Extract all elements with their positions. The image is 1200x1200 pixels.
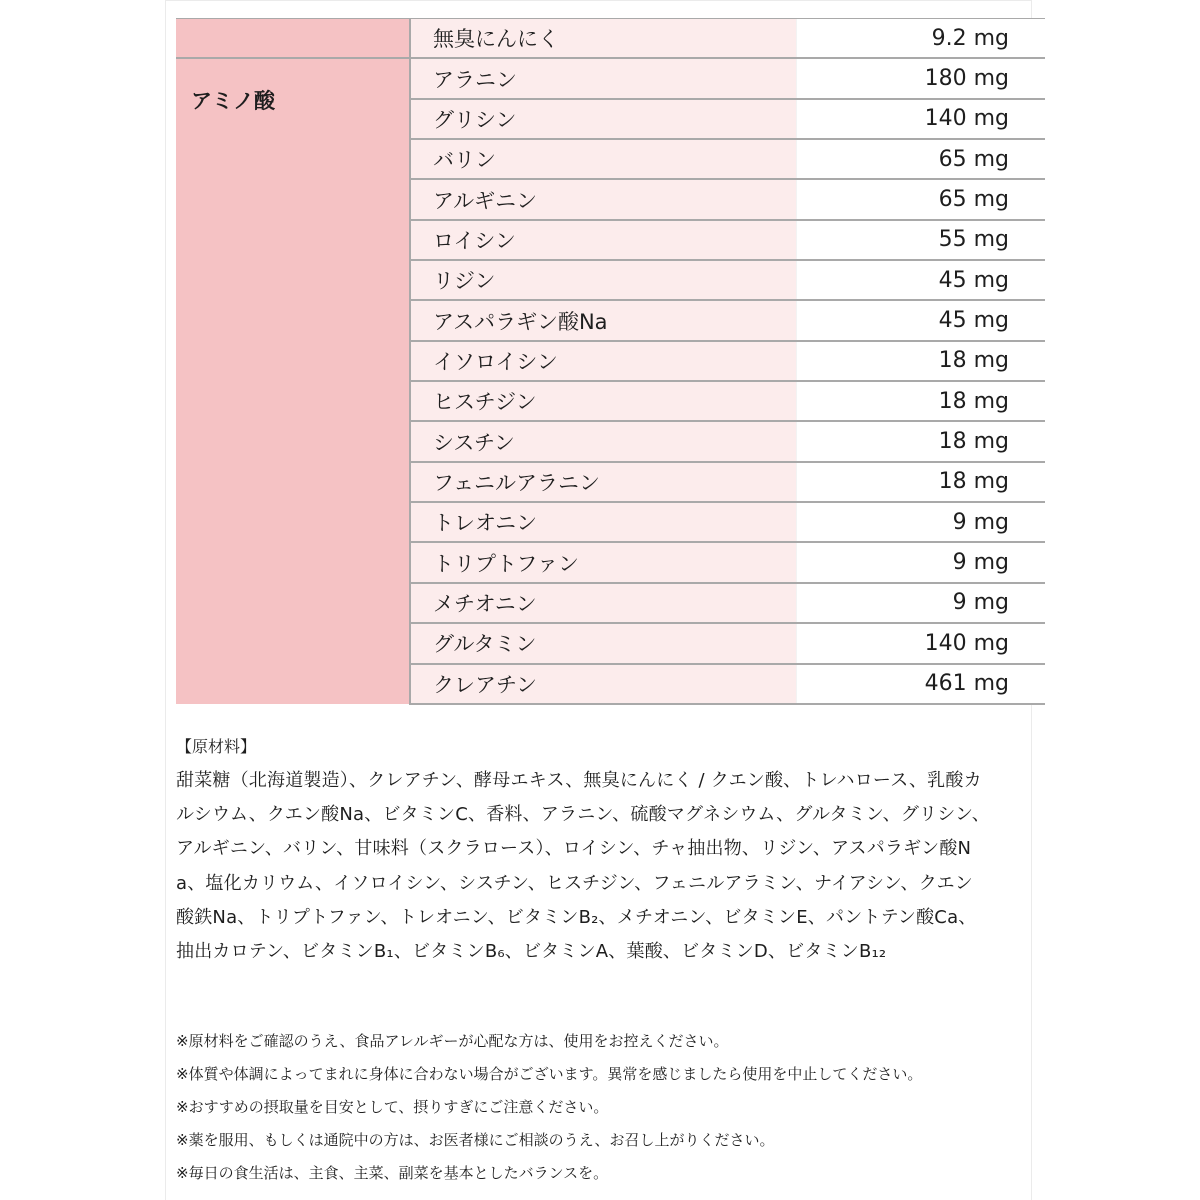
nutrient-name: リジン bbox=[410, 260, 797, 300]
note-line: ※原材料をご確認のうえ、食品アレルギーが心配な方は、使用をお控えください。 bbox=[176, 1032, 729, 1050]
nutrient-amount: 9 mg bbox=[797, 502, 1046, 542]
nutrient-amount: 140 mg bbox=[797, 623, 1046, 663]
nutrient-name: シスチン bbox=[410, 421, 797, 461]
nutrient-amount: 9 mg bbox=[797, 583, 1046, 623]
nutrient-amount: 9.2 mg bbox=[797, 19, 1046, 59]
category-cell bbox=[176, 58, 410, 704]
nutrient-amount: 9 mg bbox=[797, 542, 1046, 582]
nutrient-name: イソロイシン bbox=[410, 341, 797, 381]
nutrient-amount: 55 mg bbox=[797, 220, 1046, 260]
category-label: アミノ酸 bbox=[191, 89, 275, 114]
nutrient-amount: 18 mg bbox=[797, 341, 1046, 381]
nutrient-amount: 140 mg bbox=[797, 99, 1046, 139]
category-cell bbox=[176, 19, 410, 59]
nutrition-table bbox=[176, 18, 1045, 705]
nutrient-name: トレオニン bbox=[410, 502, 797, 542]
nutrient-amount: 461 mg bbox=[797, 664, 1046, 705]
nutrient-amount: 180 mg bbox=[797, 58, 1046, 98]
nutrient-name: クレアチン bbox=[410, 664, 797, 705]
nutrient-amount: 65 mg bbox=[797, 139, 1046, 179]
nutrient-name: トリプトファン bbox=[410, 542, 797, 582]
nutrient-name: 無臭にんにく bbox=[410, 19, 797, 59]
note-line: ※体質や体調によってまれに身体に合わない場合がございます。異常を感じましたら使用を中止してください。 bbox=[176, 1065, 923, 1083]
table-row bbox=[176, 58, 1045, 98]
nutrient-amount: 18 mg bbox=[797, 462, 1046, 502]
ingredients-title: 【原材料】 bbox=[176, 737, 257, 756]
nutrient-amount: 18 mg bbox=[797, 381, 1046, 421]
note-line: ※毎日の食生活は、主食、主菜、副菜を基本としたバランスを。 bbox=[176, 1164, 609, 1182]
nutrient-name: ロイシン bbox=[410, 220, 797, 260]
nutrient-name: ヒスチジン bbox=[410, 381, 797, 421]
nutrient-amount: 18 mg bbox=[797, 421, 1046, 461]
nutrient-name: グルタミン bbox=[410, 623, 797, 663]
nutrient-name: アスパラギン酸Na bbox=[410, 300, 797, 340]
note-line: ※薬を服用、もしくは通院中の方は、お医者様にご相談のうえ、お召し上がりください。 bbox=[176, 1131, 775, 1149]
ingredients-text: 甜菜糖（北海道製造）、クレアチン、酵母エキス、無臭にんにく / クエン酸、トレハロース、乳酸カルシウム、クエン酸Na、ビタミンC、香料、アラニン、硫酸マグネシウム、グルタミン、グリシン、アルギニン、バリン、甘味料（スクラロース）、ロイシン、チャ抽出物、リジン、アスパラギン酸Na、塩化カリウム、イソロイシン、シスチン、ヒスチジン、フェニルアラミン、ナイアシン、クエン酸鉄Na、トリプトファン、トレオニン、ビタミンB₂、メチオニン、ビタミンE、パントテン酸Ca、抽出カロテン、ビタミンB₁、ビタミンB₆、ビタミンA、葉酸、ビタミンD、ビタミンB₁₂ bbox=[176, 770, 990, 963]
nutrient-name: バリン bbox=[410, 139, 797, 179]
nutrient-name: アルギニン bbox=[410, 179, 797, 219]
nutrient-amount: 45 mg bbox=[797, 260, 1046, 300]
table-row bbox=[176, 19, 1045, 59]
nutrient-amount: 45 mg bbox=[797, 300, 1046, 340]
nutrient-amount: 65 mg bbox=[797, 179, 1046, 219]
ingredients-section bbox=[176, 736, 991, 969]
nutrient-name: フェニルアラニン bbox=[410, 462, 797, 502]
nutrient-name: グリシン bbox=[410, 99, 797, 139]
notes-section bbox=[176, 1025, 1006, 1190]
note-line: ※おすすめの摂取量を目安として、摂りすぎにご注意ください。 bbox=[176, 1098, 609, 1116]
nutrient-name: メチオニン bbox=[410, 583, 797, 623]
nutrient-name: アラニン bbox=[410, 58, 797, 98]
